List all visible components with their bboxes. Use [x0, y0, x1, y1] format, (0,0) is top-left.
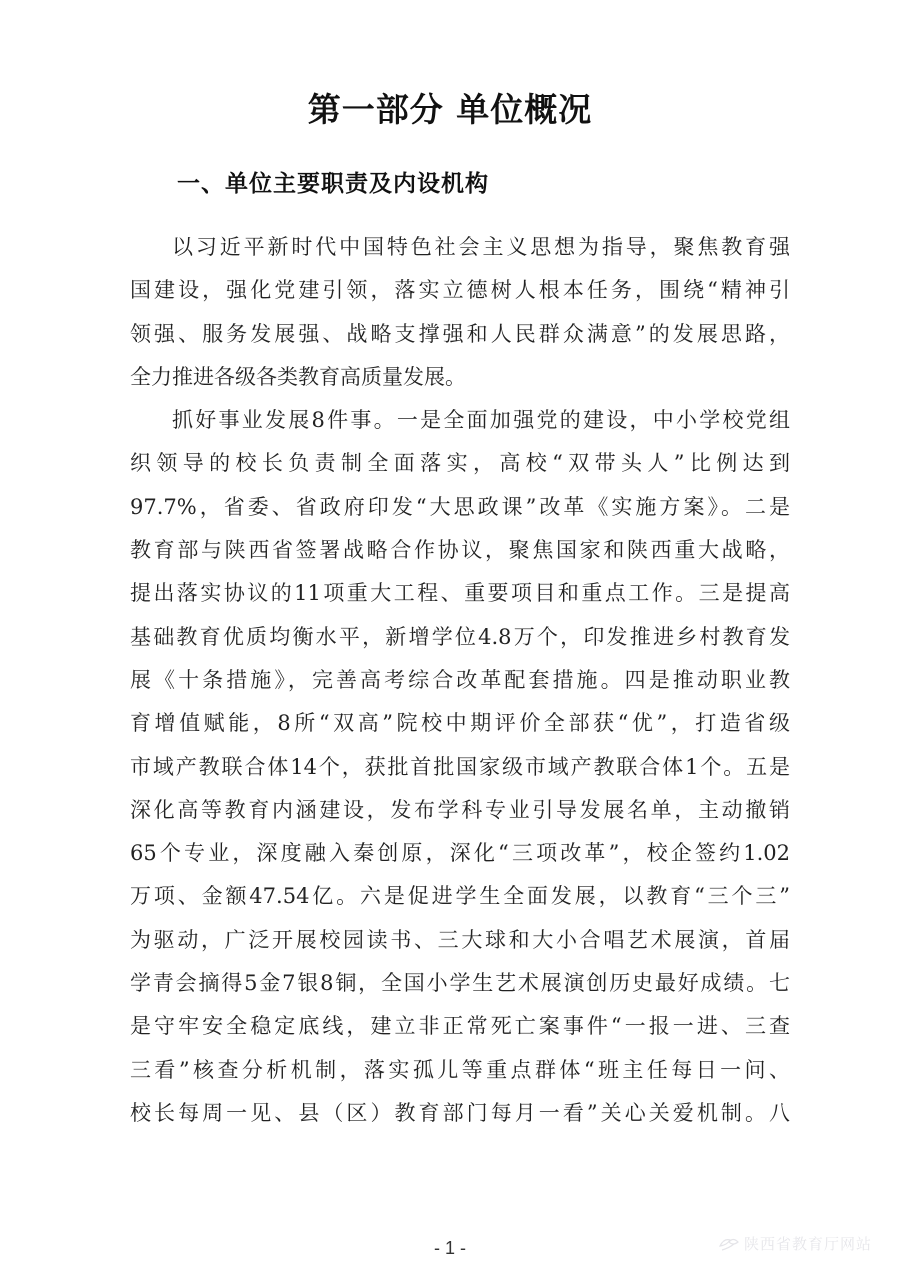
paragraph-line: 市域产教联合体14个，获批首批国家级市域产教联合体1个。五是 — [130, 754, 790, 779]
paragraph-line: 学青会摘得5金7银8铜，全国小学生艺术展演创历史最好成绩。七 — [130, 971, 790, 996]
watermark-text: 陕西省教育厅网站 — [744, 1235, 873, 1253]
paragraph-line: 97.7%，省委、省政府印发“大思政课”改革《实施方案》。二是 — [130, 494, 790, 519]
section-heading: 一、单位主要职责及内设机构 — [177, 171, 489, 197]
paragraph-line: 织领导的校长负责制全面落实，高校“双带头人”比例达到 — [130, 451, 790, 476]
page-title: 第一部分 单位概况 — [307, 90, 593, 129]
paragraph-line: 育增值赋能，8所“双高”院校中期评价全部获“优”，打造省级 — [130, 711, 790, 736]
watermark — [718, 1233, 872, 1254]
paragraph-line: 是守牢安全稳定底线，建立非正常死亡案事件“一报一进、三查 — [130, 1014, 790, 1039]
paragraph-line: 基础教育优质均衡水平，新增学位4.8万个，印发推进乡村教育发 — [130, 624, 790, 649]
paragraph-line: 三看”核查分析机制，落实孤儿等重点群体“班主任每日一问、 — [130, 1057, 790, 1082]
paragraph-line: 万项、金额47.54亿。六是促进学生全面发展，以教育“三个三” — [130, 884, 790, 909]
paragraph-line: 为驱动，广泛开展校园读书、三大球和大小合唱艺术展演，首届 — [130, 927, 790, 952]
paragraph-line: 提出落实协议的11项重大工程、重要项目和重点工作。三是提高 — [130, 581, 790, 606]
paragraph-line: 领强、服务发展强、战略支撑强和人民群众满意”的发展思路， — [130, 321, 790, 346]
page-number: - 1 - — [433, 1238, 466, 1258]
paragraph-line: 校长每周一见、县（区）教育部门每月一看”关心关爱机制。八 — [130, 1100, 790, 1125]
paragraph-line: 深化高等教育内涵建设，发布学科专业引导发展名单，主动撤销 — [130, 797, 790, 822]
paragraph-line: 教育部与陕西省签署战略合作协议，聚焦国家和陕西重大战略， — [130, 538, 790, 563]
paragraph-line: 国建设，强化党建引领，落实立德树人根本任务，围绕“精神引 — [130, 278, 790, 303]
paragraph-line: 65个专业，深度融入秦创原，深化“三项改革”，校企签约1.02 — [130, 841, 790, 866]
paragraph-line: 抓好事业发展8件事。一是全面加强党的建设，中小学校党组 — [172, 408, 790, 433]
paragraph-line: 全力推进各级各类教育高质量发展。 — [130, 364, 466, 389]
paragraph-line: 以习近平新时代中国特色社会主义思想为指导，聚焦教育强 — [172, 235, 790, 259]
leaf-logo-icon — [718, 1236, 740, 1252]
paragraph-line: 展《十条措施》，完善高考综合改革配套措施。四是推动职业教 — [130, 667, 790, 692]
body-text — [130, 229, 790, 1138]
